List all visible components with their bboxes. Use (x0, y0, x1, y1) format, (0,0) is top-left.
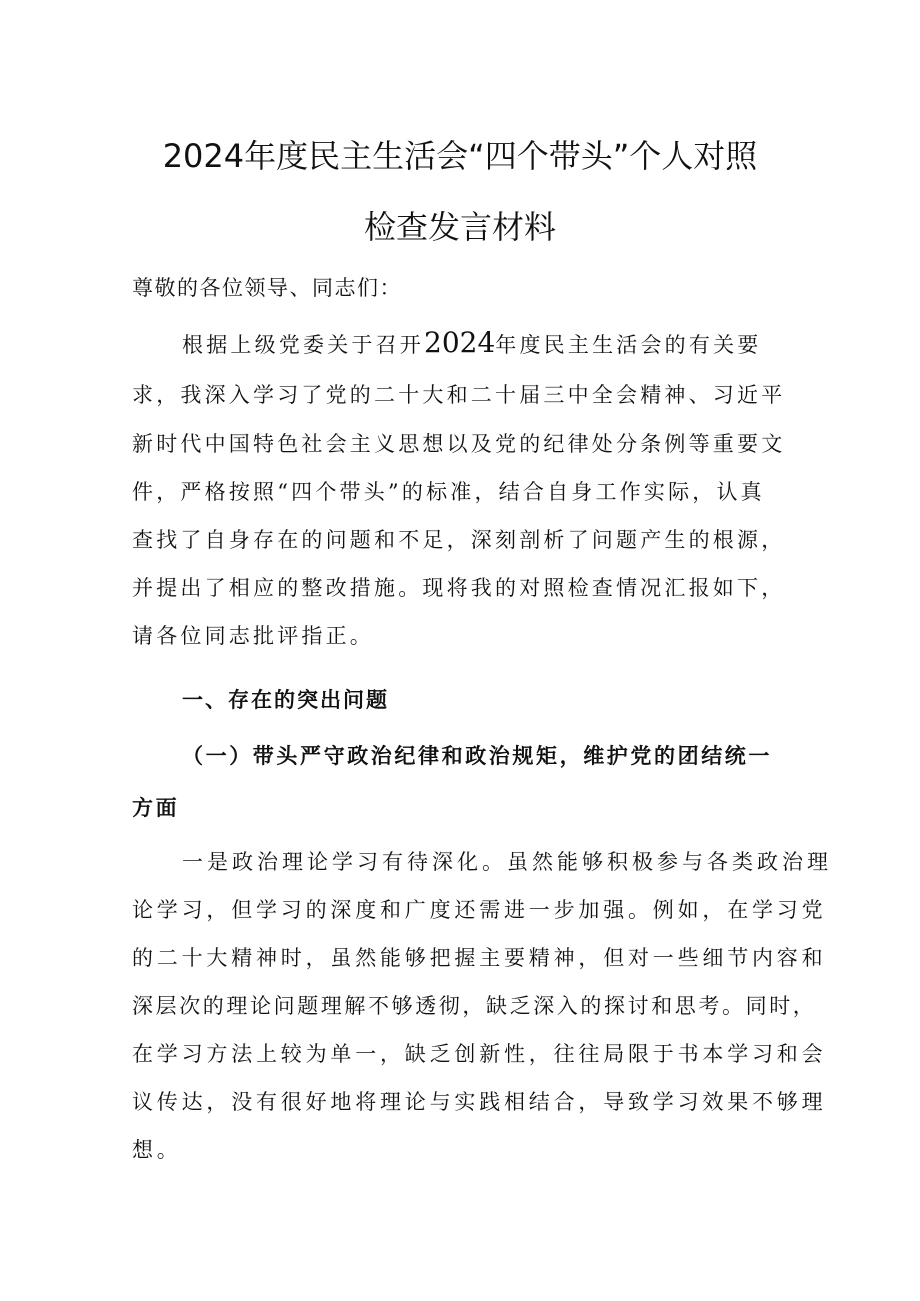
body-line-3: 的二十大精神时，虽然能够把握主要精神，但对一些细节内容和 (132, 946, 827, 970)
intro-line-6: 并提出了相应的整改措施。现将我的对照检查情况汇报如下， (132, 576, 786, 600)
section-heading: 一、存在的突出问题 (182, 687, 389, 712)
document-title-line-1: 2024年度民主生活会“四个带头”个人对照 (162, 137, 758, 175)
subsection-heading-line-2: 方面 (132, 795, 180, 820)
salutation: 尊敬的各位领导、同志们： (132, 276, 402, 300)
body-line-1: 一是政治理论学习有待深化。虽然能够积极参与各类政治理 (182, 850, 832, 874)
intro-line-4: 件，严格按照“四个带头”的标准，结合自身工作实际，认真 (132, 480, 765, 504)
body-line-4: 深层次的理论问题理解不够透彻，缺乏深入的探讨和思考。同时， (132, 994, 817, 1018)
intro-line-7: 请各位同志批评指正。 (132, 624, 374, 648)
body-line-5: 在学习方法上较为单一，缺乏创新性，往往局限于书本学习和会 (132, 1042, 827, 1066)
intro-line-1-post: 年度民主生活会的有关要 (495, 333, 762, 357)
intro-line-3: 新时代中国特色社会主义思想以及党的纪律处分条例等重要文 (132, 432, 786, 456)
intro-line-5: 查找了自身存在的问题和不足，深刻剖析了问题产生的根源， (132, 528, 786, 552)
subsection-heading-line-1: （一）带头严守政治纪律和政治规矩，维护党的团结统一 (182, 743, 772, 768)
body-line-2: 论学习，但学习的深度和广度还需进一步加强。例如，在学习党 (132, 898, 827, 922)
intro-line-1-pre: 根据上级党委关于召开 (182, 333, 424, 357)
document-title-line-2: 检查发言材料 (363, 208, 556, 246)
body-line-7: 想。 (132, 1138, 182, 1162)
intro-line-2: 求，我深入学习了党的二十大和二十届三中全会精神、习近平 (132, 383, 786, 407)
intro-line-1 (182, 326, 762, 359)
intro-year: 2024 (424, 326, 496, 359)
body-line-6: 议传达，没有很好地将理论与实践相结合，导致学习效果不够理 (132, 1090, 827, 1114)
